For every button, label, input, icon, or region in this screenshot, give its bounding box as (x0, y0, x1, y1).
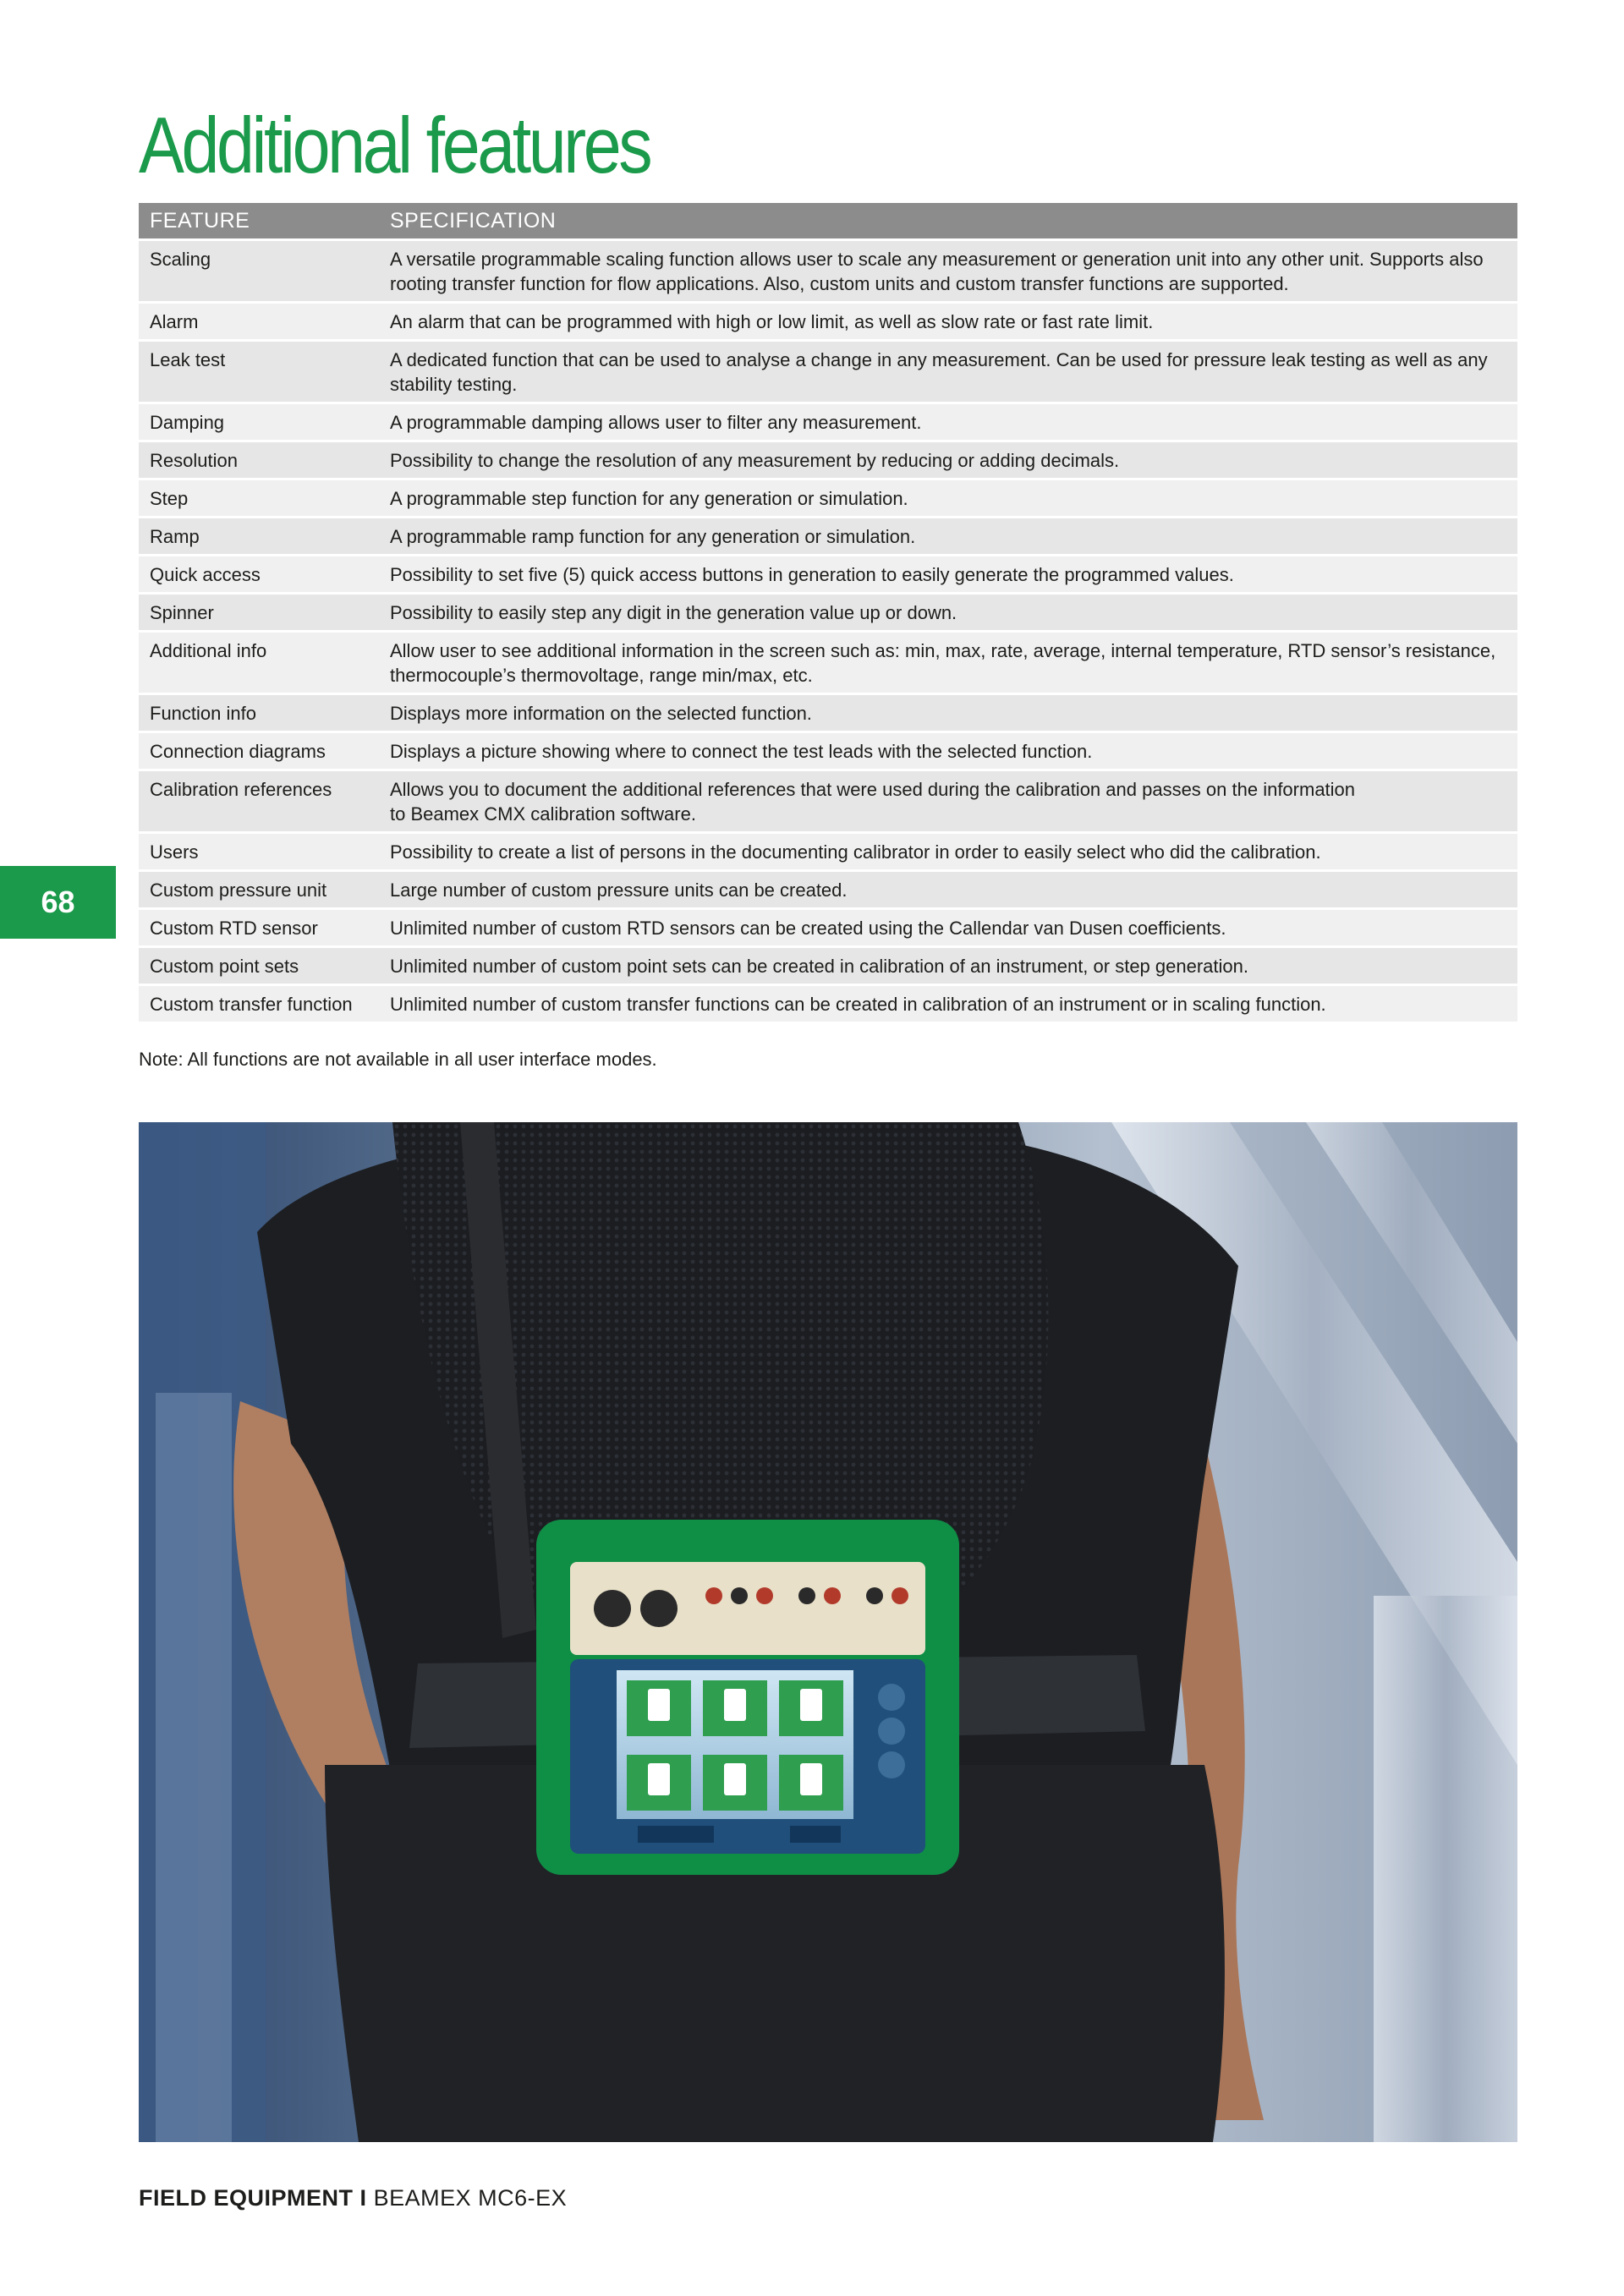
feature-spec-cell: Possibility to easily step any digit in the generation value up or down. (379, 594, 1517, 632)
table-row (139, 341, 1517, 403)
feature-spec-cell: A programmable step function for any generation or simulation. (379, 479, 1517, 518)
feature-spec-cell: A dedicated function that can be used to analyse a change in any measurement. Can be used for pressure leak testing as well as any stability testing. (379, 341, 1517, 403)
table-row (139, 947, 1517, 985)
feature-name-cell: Users (139, 833, 379, 871)
feature-name-cell: Custom pressure unit (139, 871, 379, 909)
table-row (139, 518, 1517, 556)
table-header-row (139, 203, 1517, 240)
table-row (139, 833, 1517, 871)
table-row (139, 985, 1517, 1022)
feature-spec-cell: Allow user to see additional information in the screen such as: min, max, rate, average, internal temperature, RTD sensor’s resistance, thermocouple’s thermovoltage, range min/max, etc. (379, 632, 1517, 694)
table-row (139, 909, 1517, 947)
footer-section: FIELD EQUIPMENT (139, 2185, 354, 2211)
feature-spec-cell: A versatile programmable scaling function allows user to scale any measurement or generation unit into any other unit. Supports also rooting transfer function for flow applications. Also, custom units and custom transfer functions are supported. (379, 240, 1517, 303)
table-row (139, 441, 1517, 479)
page-title: Additional features (139, 101, 650, 189)
feature-name-cell: Alarm (139, 303, 379, 341)
feature-spec-cell: Possibility to create a list of persons in the documenting calibrator in order to easily select who did the calibration. (379, 833, 1517, 871)
table-row (139, 303, 1517, 341)
feature-name-cell: Spinner (139, 594, 379, 632)
feature-name-cell: Scaling (139, 240, 379, 303)
table-row (139, 479, 1517, 518)
feature-name-cell: Calibration references (139, 770, 379, 833)
feature-name-cell: Quick access (139, 556, 379, 594)
feature-spec-cell: A programmable damping allows user to filter any measurement. (379, 403, 1517, 441)
table-row (139, 240, 1517, 303)
feature-spec-cell: Unlimited number of custom transfer functions can be created in calibration of an instrument or in scaling function. (379, 985, 1517, 1022)
feature-name-cell: Step (139, 479, 379, 518)
table-row (139, 770, 1517, 833)
feature-name-cell: Leak test (139, 341, 379, 403)
feature-name-cell: Additional info (139, 632, 379, 694)
page-footer (139, 2185, 567, 2211)
feature-name-cell: Damping (139, 403, 379, 441)
table-row (139, 403, 1517, 441)
table-row (139, 594, 1517, 632)
feature-spec-cell: Unlimited number of custom RTD sensors can be created using the Callendar van Dusen coefficients. (379, 909, 1517, 947)
feature-name-cell: Ramp (139, 518, 379, 556)
page-number-tab: 68 (0, 866, 116, 939)
feature-name-cell: Custom point sets (139, 947, 379, 985)
feature-spec-cell: A programmable ramp function for any generation or simulation. (379, 518, 1517, 556)
availability-note: Note: All functions are not available in all user interface modes. (139, 1049, 657, 1070)
feature-spec-cell: Large number of custom pressure units can be created. (379, 871, 1517, 909)
table-row (139, 694, 1517, 732)
feature-spec-cell: Possibility to change the resolution of any measurement by reducing or adding decimals. (379, 441, 1517, 479)
footer-product: BEAMEX MC6-EX (373, 2185, 568, 2211)
feature-name-cell: Function info (139, 694, 379, 732)
feature-spec-cell: Unlimited number of custom point sets can be created in calibration of an instrument, or step generation. (379, 947, 1517, 985)
feature-name-cell: Connection diagrams (139, 732, 379, 770)
table-body (139, 240, 1517, 1022)
features-table (139, 203, 1517, 1022)
table-row (139, 871, 1517, 909)
feature-spec-cell: Displays a picture showing where to connect the test leads with the selected function. (379, 732, 1517, 770)
feature-name-cell: Custom transfer function (139, 985, 379, 1022)
header-feature: FEATURE (139, 203, 379, 240)
table-row (139, 732, 1517, 770)
feature-spec-cell: Allows you to document the additional references that were used during the calibration and passes on the information to Beamex CMX calibration software. (379, 770, 1517, 833)
feature-spec-cell: An alarm that can be programmed with high or low limit, as well as slow rate or fast rate limit. (379, 303, 1517, 341)
table-row (139, 556, 1517, 594)
feature-name-cell: Resolution (139, 441, 379, 479)
feature-spec-cell: Displays more information on the selected function. (379, 694, 1517, 732)
header-specification: SPECIFICATION (379, 203, 1517, 240)
table-row (139, 632, 1517, 694)
feature-name-cell: Custom RTD sensor (139, 909, 379, 947)
product-photo (139, 1122, 1517, 2142)
footer-separator: I (359, 2185, 367, 2211)
feature-spec-cell: Possibility to set five (5) quick access buttons in generation to easily generate the programmed values. (379, 556, 1517, 594)
